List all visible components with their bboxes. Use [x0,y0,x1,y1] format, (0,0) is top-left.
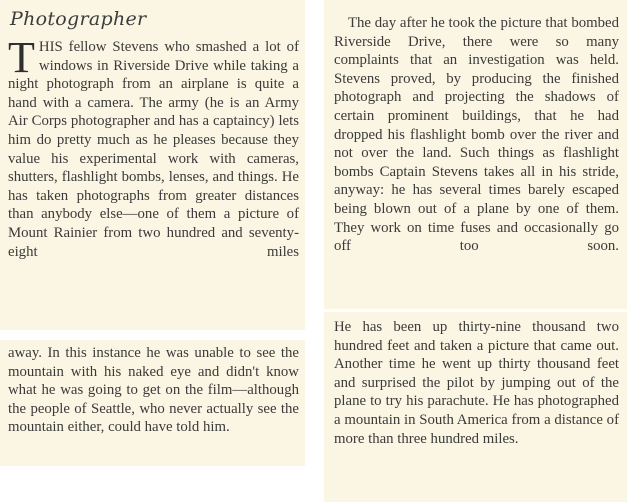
paragraph-1-text: HIS fellow Stevens who smashed a lot of windows in Riverside Drive while taking a night photograph from an airplane is quite a hand with a camera. The army (he is an Army Air Corps photographer and has a captaincy) lets him do pretty much as he pleases because they value his experimental work with cameras, shutters, flashlight bombs, lenses, and things. He has taken photographs from greater distances than anybody else—one of them a picture of Mount Rainier from two hundred and seventy-eight miles [8,39,299,260]
clipping-column-2-bottom [324,312,627,502]
clipping-column-1-top [0,0,305,330]
clipping-column-1-bottom [0,340,305,466]
clipping-column-2-top [324,0,627,309]
article-title: Photographer [10,8,147,30]
paragraph-1-start [8,33,299,261]
paragraph-1-continued: away. In this instance he was unable to see the mountain with his naked eye and didn't know what he was going to get on the film—although the people of Seattle, who never actually see the mountain either, could have told him. [8,345,299,436]
drop-cap: T [8,33,35,82]
paragraph-2: The day after he took the picture that bombed Riverside Drive, there were so many complaints that an investigation was held. Stevens proved, by producing the finished photograph and projecting the shadows of certain prominent buildings, that he had dropped his flashlight bomb over the river and not over the land. Such things as flashlight bombs Captain Stevens takes all in his stride, anyway: he has several times barely escaped being blown out of a plane by one of them. They work on time fuses and occasionally go off too soon. [334,15,619,255]
paragraph-3: He has been up thirty-nine thousand two hundred feet and taken a picture that came out. Another time he went up thirty thousand feet and surprised the pilot by jumping out of the plane to try his parachute. He has photographed a mountain in South America from a distance of more than three hundred miles. [334,319,619,447]
